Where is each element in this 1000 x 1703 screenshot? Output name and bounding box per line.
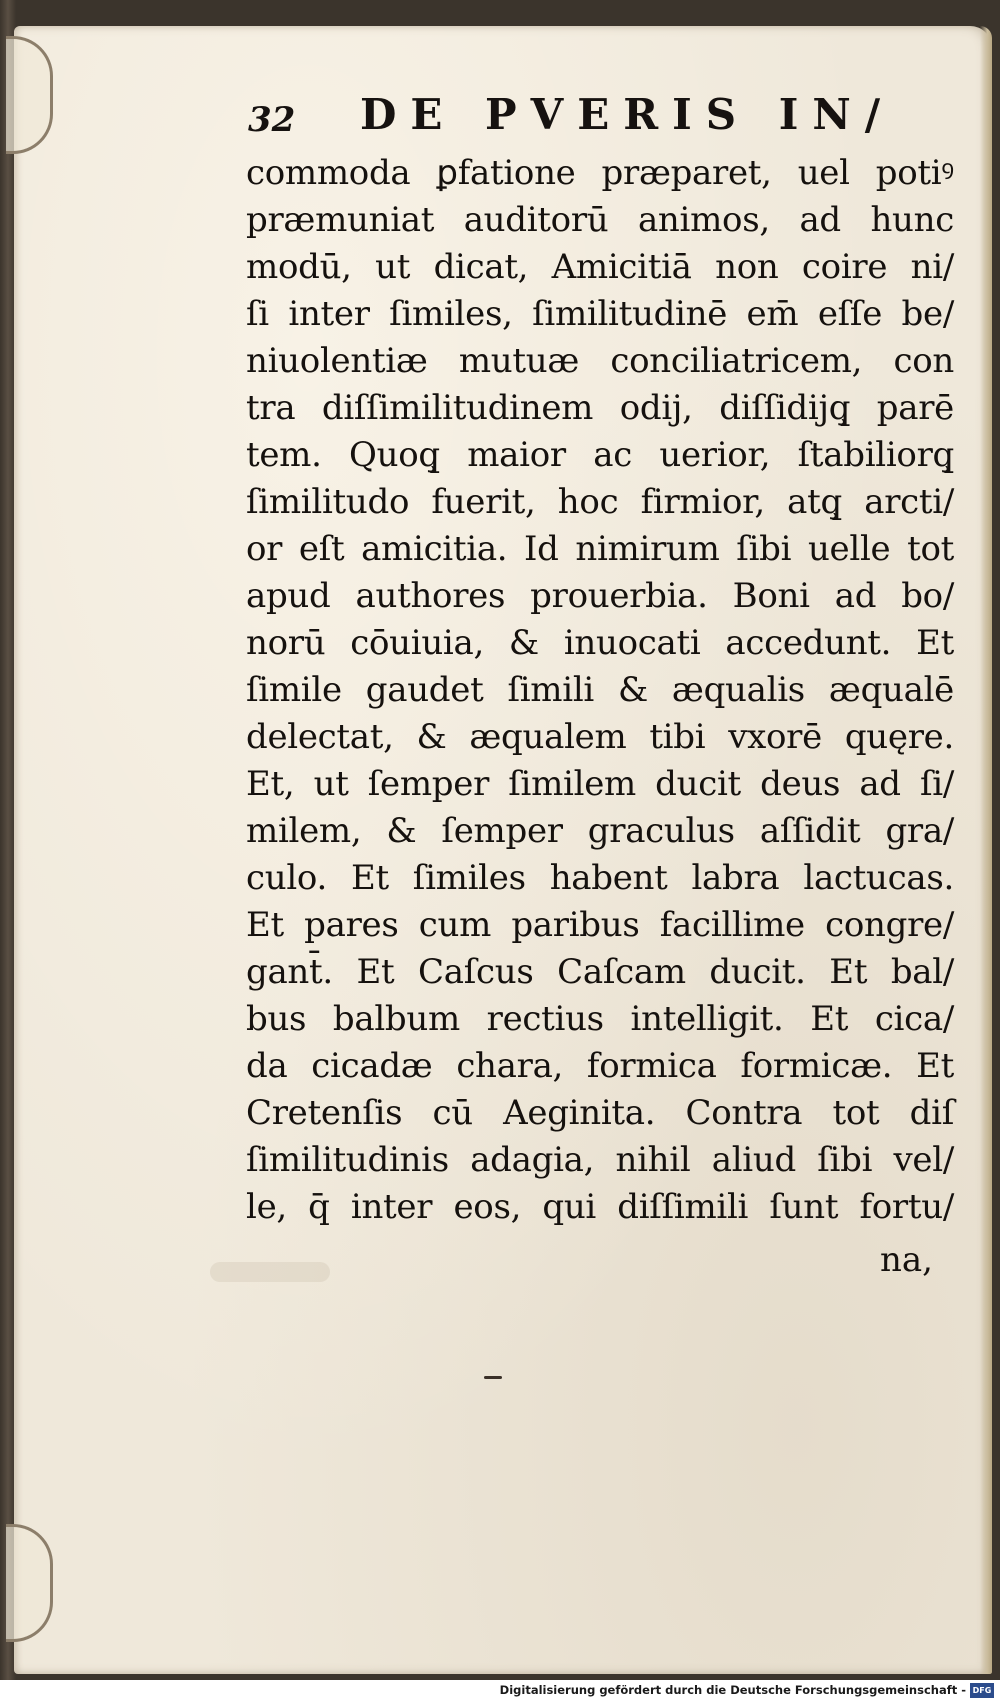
text-line: tra diſſimilitudinem odij, diſſidijq̧ parē <box>246 388 954 428</box>
text-line: Et, ut ſemper ſimilem ducit deus ad ſi/ <box>246 764 954 804</box>
folio-number: 32 <box>248 100 296 140</box>
ink-speck <box>484 1376 502 1379</box>
text-line: culo. Et ſimiles habent labra lactucas. <box>246 858 954 898</box>
text-line: ſimilitudinis adagia, nihil aliud ſibi vel/ <box>246 1140 954 1180</box>
text-line: or eſt amicitia. Id nimirum ſibi uelle tot <box>246 529 954 569</box>
binding-ring-bottom <box>6 1524 53 1642</box>
page-header <box>230 90 895 146</box>
page-edge <box>980 26 992 1674</box>
text-line: apud authores prouerbia. Boni ad bo/ <box>246 576 954 616</box>
text-line: modū, ut dicat, Amicitiā non coire ni/ <box>246 247 954 287</box>
text-line: ſimilitudo fuerit, hoc firmior, atq̧ arcti/ <box>246 482 954 522</box>
text-line: Cretenſis cū Aeginita. Contra tot diſ <box>246 1093 954 1133</box>
text-line: milem, & ſemper graculus aſſidit gra/ <box>246 811 954 851</box>
text-line: bus balbum rectius intelligit. Et cica/ <box>246 999 954 1039</box>
dfg-logo: DFG <box>970 1683 994 1698</box>
funding-credit: Digitalisierung gefördert durch die Deutsche Forschungsgemeinschaft - <box>499 1683 966 1697</box>
text-line: niuolentiæ mutuæ conciliatricem, con <box>246 341 954 381</box>
text-line: tem. Quoq̧ maior ac uerior, ſtabiliorq̧ <box>246 435 954 475</box>
text-line: præmuniat auditorū animos, ad hunc <box>246 200 954 240</box>
footer-bar <box>0 1680 1000 1703</box>
text-line: commoda ꝑfatione præparet, uel potiꝰ <box>246 153 954 193</box>
text-line: ſimile gaudet ſimili & æqualis æqualē <box>246 670 954 710</box>
text-line: ſi inter ſimiles, ſimilitudinē em̄ eſſe be/ <box>246 294 954 334</box>
text-line: gant̄. Et Caſcus Caſcam ducit. Et bal/ <box>246 952 954 992</box>
text-line: norū cōuiuia, & inuocati accedunt. Et <box>246 623 954 663</box>
text-line: da cicadæ chara, formica formicæ. Et <box>246 1046 954 1086</box>
text-line: Et pares cum paribus facillime congre/ <box>246 905 954 945</box>
catchword: na, <box>880 1240 933 1280</box>
text-line: le, q̄ inter eos, qui diſſimili ſunt fortu/ <box>246 1187 954 1227</box>
binding-ring-top <box>6 36 53 154</box>
page-stain <box>210 1262 330 1282</box>
body-text <box>246 150 954 1231</box>
text-line: delectat, & æqualem tibi vxorē quęre. <box>246 717 954 757</box>
running-title: DE PVERIS IN/ <box>360 90 895 139</box>
